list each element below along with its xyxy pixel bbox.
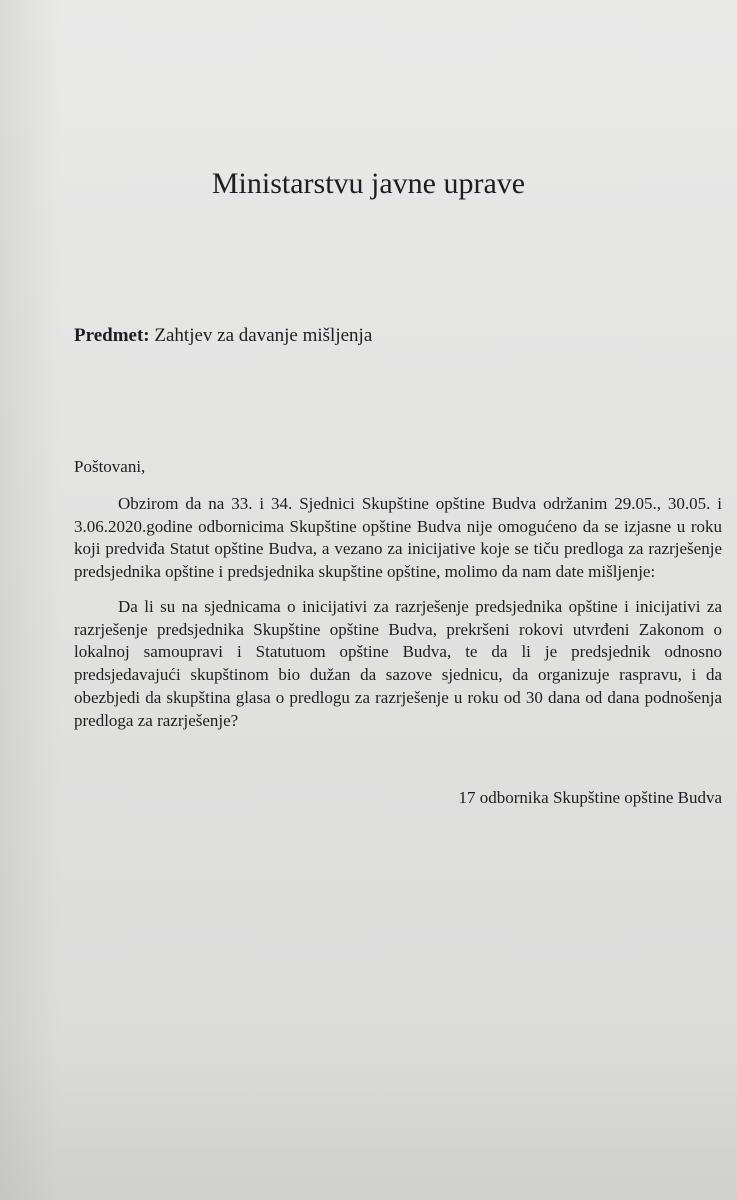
page-shadow-bottom: [0, 1040, 737, 1200]
subject-label: Predmet:: [74, 325, 150, 346]
body-paragraph-2: Da li su na sjednicama o inicijativi za razrješenje predsjednika opštine i inicijativi za razrješenje predsjednika Skupštine opštine Budva, prekršeni rokovi utvrđeni Zakonom o lokalnoj samoupravi i Statutuom opštine Budva, te da li je predsjednik odnosno predsjedavajući skupštinom bio dužan da sazove sjednicu, da organizuje raspravu, i da obezbjedi da skupština glasa o predlogu za razrješenje u roku od 30 dana od dana podnošenja predloga za razrješenje?: [74, 597, 722, 730]
document-title: Ministarstvu javne uprave: [211, 167, 526, 200]
subject-line: [74, 324, 372, 348]
salutation: Poštovani,: [74, 457, 146, 476]
signature-line: 17 odbornika Skupštine opštine Budva: [458, 788, 722, 807]
subject-text: Zahtjev za davanje mišljenja: [154, 325, 373, 346]
body-paragraph-1: Obzirom da na 33. i 34. Sjednici Skupštine opštine Budva održanim 29.05., 30.05. i 3.06.2020.godine odbornicima Skupštine opštine Budva nije omogućeno da se izjasne u roku koji predviđa Statut opštine Budva, a vezano za inicijative koje se tiču predloga za razrješenje predsjednika opštine i predsjednika skupštine opštine, molimo da nam date mišljenje:: [74, 494, 722, 582]
